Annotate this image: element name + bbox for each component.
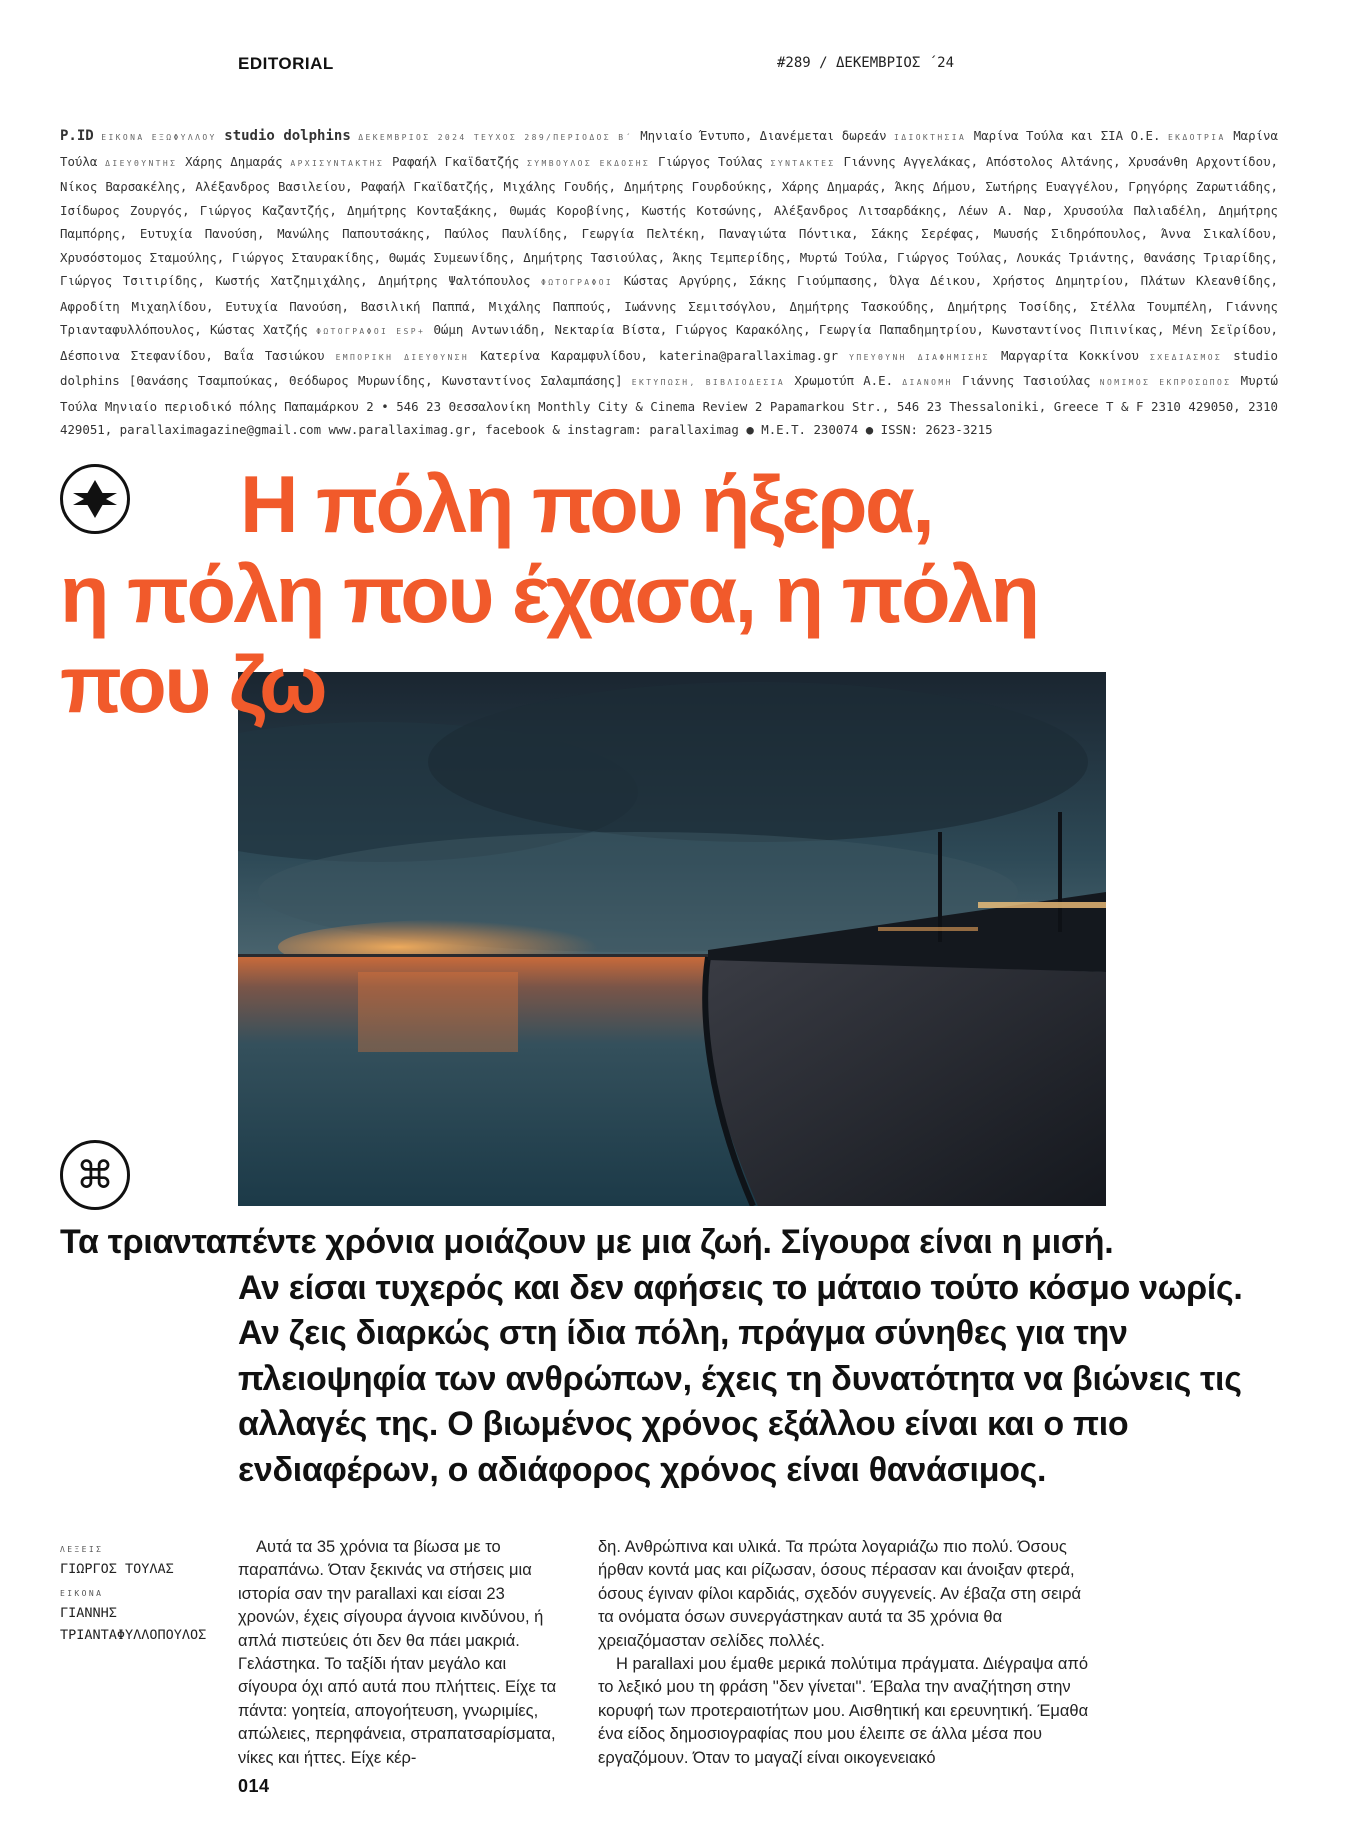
colophon-photographers-esp: Θώμη Αντωνιάδη, Νεκταρία Βίστα, Γιώργος Καρακόλης, Γεωργία Παπαδημητρίου, Κωνσταντίνος Πιπινίκας, Μένη Σεϊρίδου, Δέσποινα Στεφανίδου, Βαΐα Τασιώκου xyxy=(60,322,1278,363)
command-glyph: ⌘ xyxy=(76,1153,114,1197)
body-paragraph: Η parallaxi μου έμαθε μερικά πολύτιμα πράγματα. Διέγραψα από το λεξικό μου τη φράση ''δεν γίνεται''. Έβαλα την αναζήτηση στην κορυφή των προτεραιοτήτων μου. Αισθητική και ερευνητική. Έμαθα ένα είδος δημοσιογραφίας που μου έλειπε σε άλλα μέσα που εργαζόμουν. Όταν το μαγαζί είναι οικογενειακό xyxy=(598,1655,1089,1767)
colophon-role-ads: ΥΠΕΥΘΥΝΗ ΔΙΑΦΗΜΙΣΗΣ xyxy=(849,352,990,362)
body-column-1 xyxy=(238,1536,568,1770)
bullet-icon: ● xyxy=(746,422,754,437)
colophon-issn: ISSN: 2623-3215 xyxy=(880,422,993,437)
colophon-design: studio dolphins [Θανάσης Τσαμπούκας, Θεόδωρος Μυρωνίδης, Κωνσταντίνος Σαλαμπάσης] xyxy=(60,347,1279,388)
colophon-role-distribution: ΔΙΑΝΟΜΗ xyxy=(902,378,953,387)
colophon-print: Χρωμοτύπ Α.Ε. xyxy=(794,373,894,388)
credit-role-words: ΛΕΞΕΙΣ xyxy=(60,1545,104,1554)
colophon-ads: Μαργαρίτα Κοκκίνου xyxy=(1000,347,1139,363)
colophon-director: Χάρης Δημαράς xyxy=(185,153,283,169)
colophon-editors: Γιάννης Αγγελάκας, Απόστολος Αλτάνης, Χρυσάνθη Αρχοντίδου, Νίκος Βαρσακέλης, Αλέξανδρος Βασιλείου, Ραφαήλ Γκαϊδατζής, Μιχάλης Γουδής, Δημήτρης Γουρδούκης, Χάρης Δημαράς, Άκης Δήμου, Σωτήρης Ευαγγέλου, Γρηγόρης Ζαρωτιάδης, Ισίδωρος Ζουργός, Γιώργος Καζαντζής, Δημήτρης Κονταξάκης, Θωμάς Κοροβίνης, Κωστής Κοτσώνης, Αλέξανδρος Λιτσαρδάκης, Λέων Α. Ναρ, Χρυσούλα Παλιαδέλη, Δημήτρης Παμπόρης, Ευτυχία Πανούση, Μανώλης Παπουτσάκης, Παύλος Παυλίδης, Γεωργία Πελτέκη, Παναγιώτα Πόντικα, Σάκης Σερέφας, Μωυσής Σιδηρόπουλος, Άννα Σικαλίδου, Χρυσόστομος Σταμούλης, Γιώργος Σταυρακίδης, Θωμάς Συμεωνίδης, Δημήτρης Τασιούλας, Άκης Τεμπερίδης, Μυρτώ Τούλα, Γιώργος Τούλας, Λουκάς Τριάντης, Θανάσης Τριαρίδης, Γιώργος Τσιτιρίδης, Κωστής Χατζημιχάλης, Δημήτρης Ψαλτόπουλος xyxy=(60,153,1278,288)
colophon-role-legal: ΝΟΜΙΜΟΣ ΕΚΠΡΟΣΩΠΟΣ xyxy=(1099,378,1232,387)
credit-photographer: ΓΙΑΝΝΗΣ ΤΡΙΑΝΤΑΦΥΛΛΟΠΟΥΛΟΣ xyxy=(60,1605,207,1643)
credit-author: ΓΙΩΡΓΟΣ ΤΟΥΛΑΣ xyxy=(60,1561,174,1577)
colophon-distribution: Γιάννης Τασιούλας xyxy=(962,373,1091,388)
colophon-role-issue: ΔΕΚΕΜΒΡΙΟΣ 2024 ΤΕΥΧΟΣ 289/ΠΕΡΙΟΔΟΣ Β΄ xyxy=(358,133,633,142)
colophon-lead: P.ID xyxy=(60,128,94,144)
colophon-role-cover: ΕΙΚΟΝΑ ΕΞΩΦΥΛΛΟΥ xyxy=(101,133,217,142)
colophon-legal: Μυρτώ Τούλα Μηνιαίο περιοδικό πόλης Παπαμάρκου 2 • 546 23 Θεσσαλονίκη Monthly City & Cinema Review 2 Papamarkou Str., 546 23 Thessaloniki, Greece T & F 2310 429050, 2310 429051, parallaximagazine@gmail.com www.parallaximag.gr, facebook & instagram: parallaximag xyxy=(60,373,1278,437)
article-credits xyxy=(60,1542,230,1652)
intro-rest: Αν είσαι τυχερός και δεν αφήσεις το μάταιο τούτο κόσμο νωρίς. Αν ζεις διαρκώς στη ίδια πόλη, πράγμα σύνηθες για την πλειοψηφία των ανθρώπων, έχεις τη δυνατότητα να βιώνεις τις αλλαγές της. Ο βιωμένος χρόνος εξάλλου είναι και ο πιο ενδιαφέρων, ο αδιάφορος χρόνος είναι θανάσιμος. xyxy=(238,1268,1243,1489)
colophon-advisor: Γιώργος Τούλας xyxy=(658,153,763,169)
hero-photo-harbor-sunset xyxy=(238,672,1106,1206)
intro-first-line: Τα τριανταπέντε χρόνια μοιάζουν με μια ζωή. Σίγουρα είναι η μισή. xyxy=(60,1223,1114,1261)
headline-line-2: η πόλη που έχασα, η πόλη xyxy=(60,550,1038,640)
colophon-role-design: ΣΧΕΔΙΑΣΜΟΣ xyxy=(1149,352,1223,362)
colophon-chief-editor: Ραφαήλ Γκαϊδατζής xyxy=(392,153,520,169)
page-number: 014 xyxy=(238,1776,270,1796)
bullet-icon: ● xyxy=(865,422,874,437)
body-paragraph: Αυτά τα 35 χρόνια τα βίωσα με το παραπάνω. Όταν ξεκινάς να στήσεις μια ιστορία σαν την parallaxi και είσαι 23 χρονών, έχεις σίγουρα άγνοια κινδύνου, ή απλά πιστεύεις ότι δεν θα πάει μακριά. Γελάστηκα. Το ταξίδι ήταν μεγάλο και σίγουρα όχι από αυτά που πλήττεις. Είχε τα πάντα: γοητεία, απογοήτευση, γνωριμίες, απώλειες, περηφάνεια, στραπατσαρίσματα, νίκες και ήττες. Είχε κέρ- xyxy=(238,1538,557,1767)
colophon-role-commercial: ΕΜΠΟΡΙΚΗ ΔΙΕΥΘΥΝΣΗ xyxy=(335,352,470,362)
colophon-role-photographers: ΦΩΤΟΓΡΑΦΟΙ xyxy=(540,278,614,287)
issue-label: #289 / ΔΕΚΕΜΒΡΙΟΣ ΄24 xyxy=(777,55,955,71)
body-column-2 xyxy=(598,1536,1098,1770)
colophon-publisher: Μαρίνα Τούλα xyxy=(60,128,1278,169)
colophon-commercial: Κατερίνα Καραμφυλίδου, katerina@parallaximag.gr xyxy=(480,347,839,363)
body-paragraph: δη. Ανθρώπινα και υλικά. Τα πρώτα λογαριάζω πιο πολύ. Όσους ήρθαν κοντά μας και ρίζωσαν, όσους πέρασαν και άνοιξαν φτερά, όσους έγιναν φίλοι καρδιάς, σχεδόν συγγενείς. Αν έβαζα στη σειρά τα ονόματα όσων συνεργάστηκαν αυτά τα 35 χρόνια θα χρειαζόμασταν σελίδες πολλές. xyxy=(598,1538,1082,1650)
colophon-cover-credit: studio dolphins xyxy=(224,128,351,144)
credit-role-image: ΕΙΚΟΝΑ xyxy=(60,1589,104,1598)
section-label: EDITORIAL xyxy=(238,54,334,73)
colophon-owner: Μαρίνα Τούλα και ΣΙΑ Ο.Ε. xyxy=(973,128,1161,143)
colophon-issue-text: Μηνιαίο Έντυπο, Διανέμεται δωρεάν xyxy=(640,128,887,143)
hero-photo-graphic xyxy=(238,672,1106,1206)
headline-line-3: που ζω xyxy=(60,640,326,730)
colophon-role-photographers-esp: ΦΩΤΟΓΡΑΦΟΙ ESP+ xyxy=(316,327,426,336)
colophon xyxy=(60,124,1278,442)
colophon-role-owner: ΙΔΙΟΚΤΗΣΙΑ xyxy=(894,133,967,142)
colophon-role-print: ΕΚΤΥΠΩΣΗ, ΒΙΒΛΙΟΔΕΣΙΑ xyxy=(631,378,786,387)
colophon-role-director: ΔΙΕΥΘΥΝΤΗΣ xyxy=(105,158,178,168)
colophon-role-chief-editor: ΑΡΧΙΣΥΝΤΑΚΤΗΣ xyxy=(290,158,385,168)
headline-line-1: Η πόλη που ήξερα, xyxy=(240,460,933,550)
colophon-role-publisher: ΕΚΔΟΤΡΙΑ xyxy=(1167,133,1226,142)
intro-lede xyxy=(60,1220,1280,1493)
command-key-icon xyxy=(60,1140,130,1210)
colophon-role-advisor: ΣΥΜΒΟΥΛΟΣ ΕΚΔΟΣΗΣ xyxy=(527,158,651,168)
colophon-role-editors: ΣΥΝΤΑΚΤΕΣ xyxy=(770,158,836,168)
headline xyxy=(60,460,1260,730)
colophon-met: Μ.Ε.Τ. 230074 xyxy=(761,422,859,437)
colophon-photographers: Κώστας Αργύρης, Σάκης Γιούμπασης, Όλγα Δέικου, Χρήστος Δημητρίου, Πλάτων Κλεανθίδης, Αφροδίτη Μιχαηλίδου, Ευτυχία Πανούση, Βασιλική Παππά, Μιχάλης Παππούς, Ιωάννης Σεμιτσόγλου, Δημήτρης Τασκούδης, Δημήτρης Τοσίδης, Στέλλα Τουμπέλη, Γιάννης Τριανταφυλλόπουλος, Κώστας Χατζής xyxy=(60,273,1279,337)
